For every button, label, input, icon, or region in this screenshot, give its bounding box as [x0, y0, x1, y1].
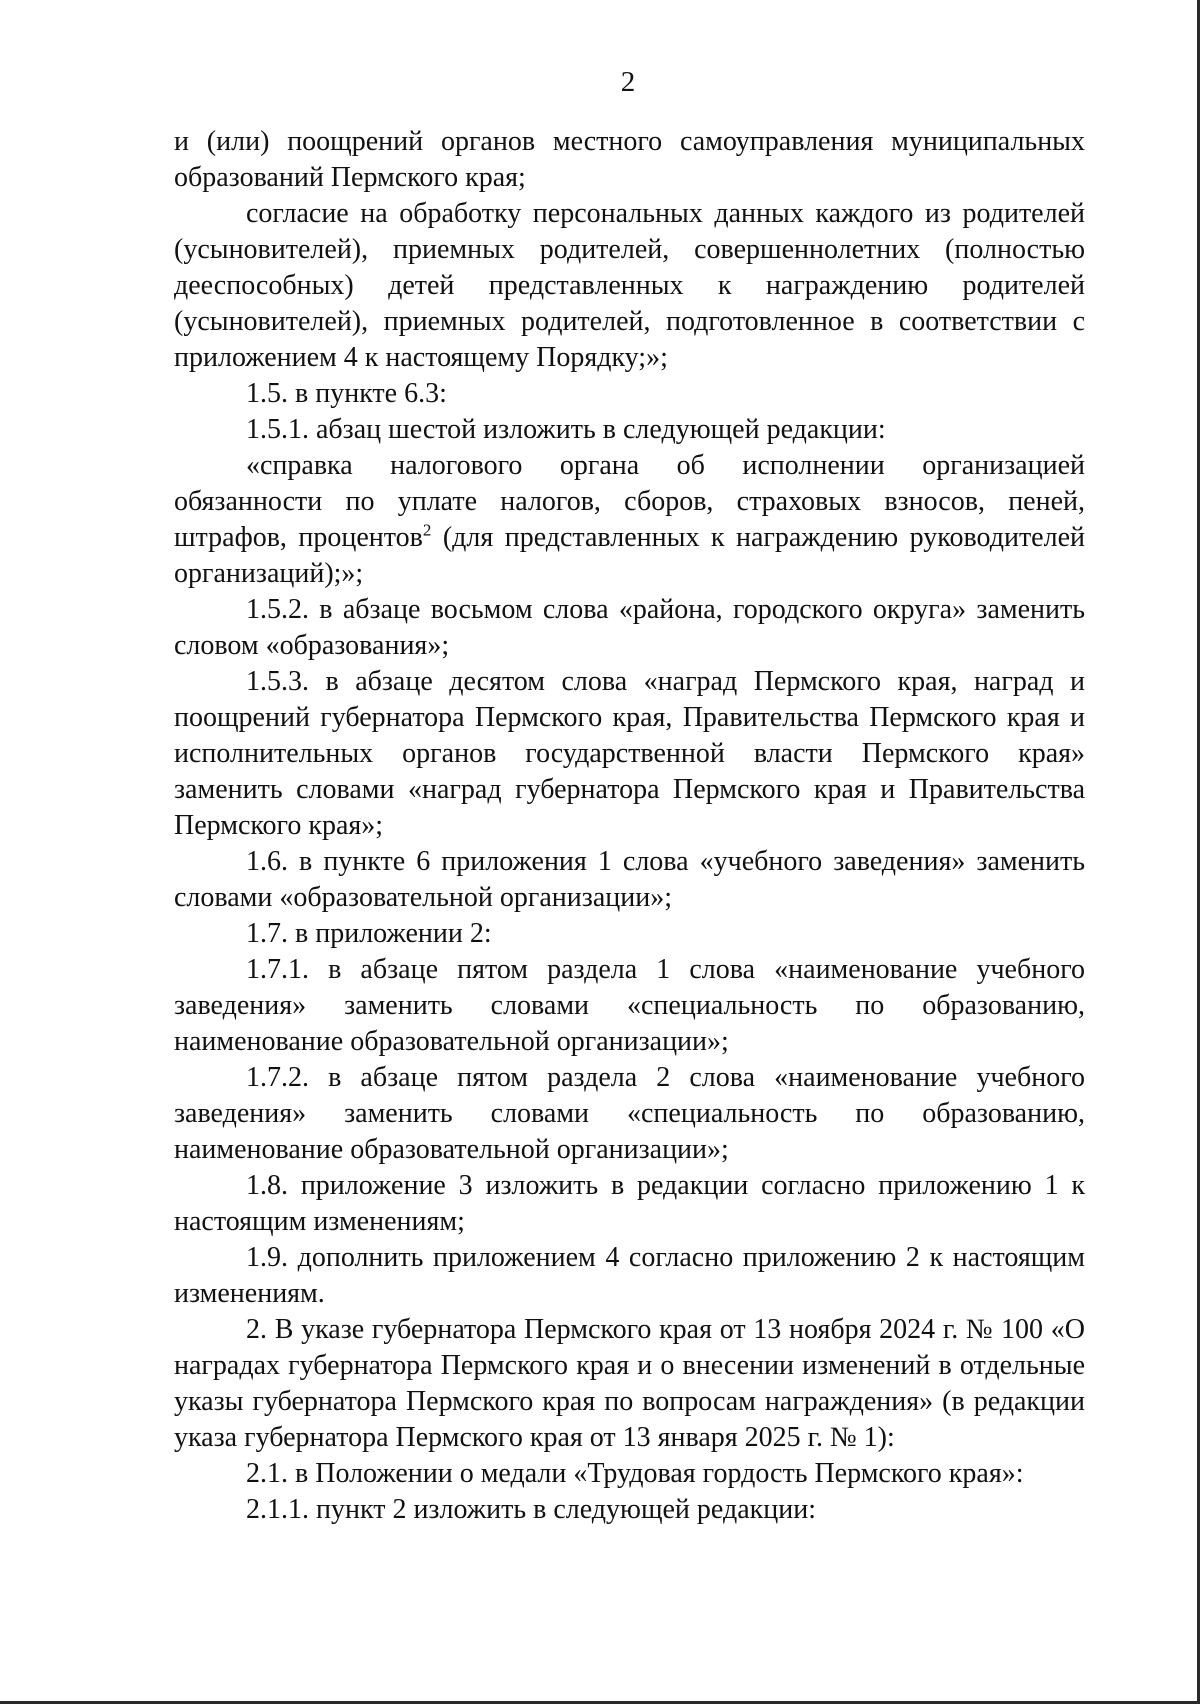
paragraph: 1.5.3. в абзаце десятом слова «наград Пермского края, наград и поощрений губернатора Пермского края, Правительства Пермского края и исполнительных органов государственной власти Пермского края» заменить словами «наград губернатора Пермского края и Правительства Пермского края»; — [174, 666, 1085, 841]
paragraph: «справка налогового органа об исполнении организацией обязанности по уплате налогов, сборов, страховых взносов, пеней, штрафов, процентов$^2$ (для представленных к награждению руководителей организаций);»; — [174, 450, 1085, 589]
page-number: 2 — [620, 66, 636, 98]
paragraph: 1.7.1. в абзаце пятом раздела 1 слова «наименование учебного заведения» заменить словами «специальность по образованию, наименование образовательной организации»; — [174, 954, 1085, 1057]
paragraph: 1.6. в пункте 6 приложения 1 слова «учебного заведения» заменить словами «образовательной организации»; — [174, 846, 1085, 913]
paragraph: согласие на обработку персональных данных каждого из родителей (усыновителей), приемных родителей, совершеннолетних (полностью дееспособных) детей представленных к награждению родителей (усыновителей), приемных родителей, подготовленное в соответствии с приложением 4 к настоящему Порядку;»; — [174, 198, 1085, 373]
paragraph: и (или) поощрений органов местного самоуправления муниципальных образований Пермского края; — [174, 126, 1085, 193]
footnote-marker: 2 — [422, 520, 432, 540]
paragraph: 1.5.2. в абзаце восьмом слова «района, городского округа» заменить словом «образования»; — [174, 594, 1085, 661]
paragraph: 2.1. в Положении о медали «Трудовая гордость Пермского края»: — [246, 1458, 1024, 1489]
paragraph: 1.7. в приложении 2: — [246, 918, 492, 949]
paragraph: 2. В указе губернатора Пермского края от 13 ноября 2024 г. № 100 «О наградах губернатора Пермского края и о внесении изменений в отдельные указы губернатора Пермского края по вопросам награждения» (в редакции указа губернатора Пермского края от 13 января 2025 г. № 1): — [174, 1314, 1085, 1453]
document-body — [174, 124, 1085, 1528]
paragraph: 1.7.2. в абзаце пятом раздела 2 слова «наименование учебного заведения» заменить словами «специальность по образованию, наименование образовательной организации»; — [174, 1062, 1085, 1165]
paragraph: 1.8. приложение 3 изложить в редакции согласно приложению 1 к настоящим изменениям; — [174, 1170, 1085, 1237]
paragraph: 1.5.1. абзац шестой изложить в следующей редакции: — [246, 414, 886, 445]
paragraph: 2.1.1. пункт 2 изложить в следующей редакции: — [246, 1494, 816, 1525]
paragraph: 1.5. в пункте 6.3: — [246, 378, 447, 409]
paragraph: 1.9. дополнить приложением 4 согласно приложению 2 к настоящим изменениям. — [174, 1242, 1085, 1309]
